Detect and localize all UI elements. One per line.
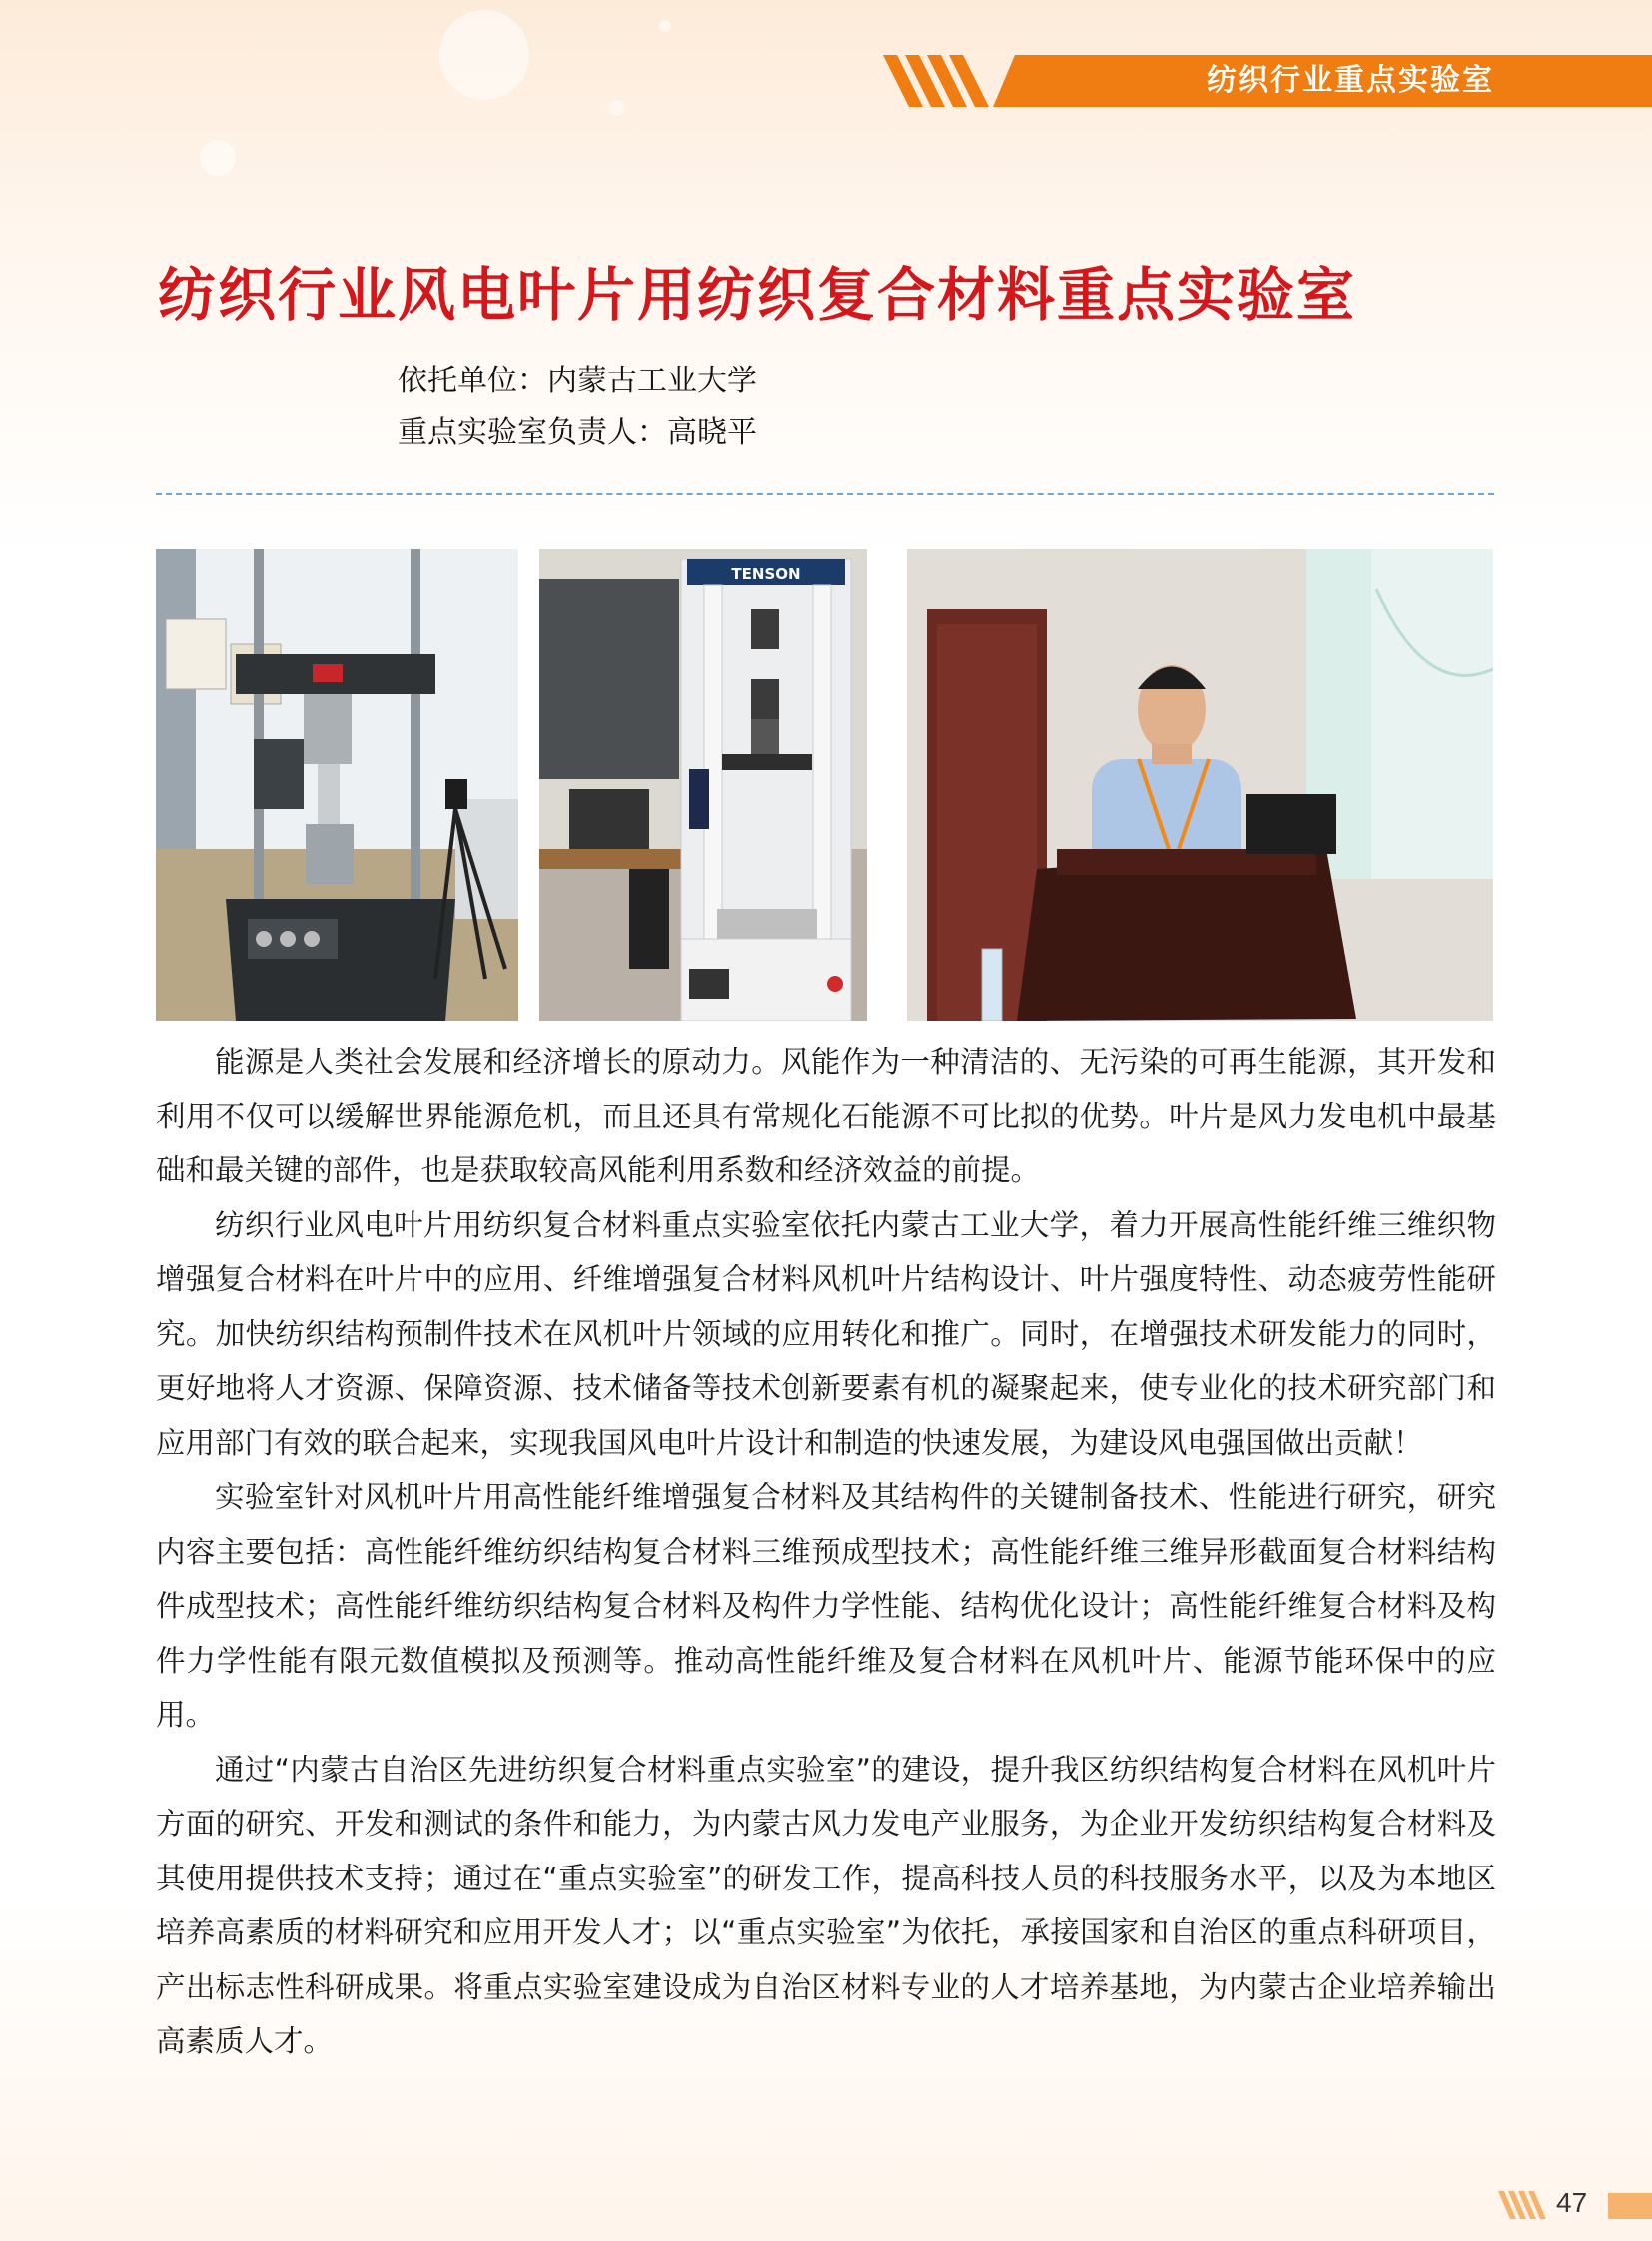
dashed-divider (156, 493, 1494, 495)
decorative-bubble (200, 140, 236, 176)
photo-tensile-testing-machine (539, 549, 867, 1021)
decorative-bubble (609, 100, 625, 116)
decorative-bubble (439, 10, 529, 100)
stripes-decoration (883, 55, 1013, 107)
affiliation: 依托单位：内蒙古工业大学 (398, 364, 757, 398)
lab-director: 重点实验室负责人：高晓平 (398, 415, 757, 450)
article-title: 纺织行业风电叶片用纺织复合材料重点实验室 (158, 261, 1357, 329)
footer-stripes-decoration (1498, 2191, 1552, 2219)
article-paragraph: 实验室针对风机叶片用高性能纤维增强复合材料及其结构件的关键制备技术、性能进行研究，研究内容主要包括：高性能纤维纺织结构复合材料三维预成型技术；高性能纤维三维异形截面复合材料结构件成型技术；高性能纤维纺织结构复合材料及构件力学性能、结构优化设计；高性能纤维复合材料及构件力学性能有限元数值模拟及预测等。推动高性能纤维及复合材料在风机叶片、能源节能环保中的应用。 (156, 1480, 1496, 1732)
brand-label: TENSON (731, 565, 801, 583)
photo-lab-director-presenting (907, 549, 1493, 1021)
article-body (156, 1035, 1496, 2069)
section-banner (883, 55, 1652, 107)
photo-fatigue-testing-machine (156, 549, 518, 1021)
footer-bar (1608, 2193, 1652, 2219)
article-paragraph: 通过“内蒙古自治区先进纺织复合材料重点实验室”的建设，提升我区纺织结构复合材料在风机叶片方面的研究、开发和测试的条件和能力，为内蒙古风力发电产业服务，为企业开发纺织结构复合材料及其使用提供技术支持；通过在“重点实验室”的研发工作，提高科技人员的科技服务水平，以及为本地区培养高素质的材料研究和应用开发人才；以“重点实验室”为依托，承接国家和自治区的重点科研项目，产出标志性科研成果。将重点实验室建设成为自治区材料专业的人才培养基地，为内蒙古企业培养输出高素质人才。 (156, 1752, 1496, 2058)
article-paragraph: 能源是人类社会发展和经济增长的原动力。风能作为一种清洁的、无污染的可再生能源，其开发和利用不仅可以缓解世界能源危机，而且还具有常规化石能源不可比拟的优势。叶片是风力发电机中最基础和最关键的部件，也是获取较高风能利用系数和经济效益的前提。 (156, 1045, 1496, 1187)
article-paragraph: 纺织行业风电叶片用纺织复合材料重点实验室依托内蒙古工业大学，着力开展高性能纤维三维织物增强复合材料在叶片中的应用、纤维增强复合材料风机叶片结构设计、叶片强度特性、动态疲劳性能研究。加快纺织结构预制件技术在风机叶片领域的应用转化和推广。同时，在增强技术研发能力的同时，更好地将人才资源、保障资源、技术储备等技术创新要素有机的凝聚起来，使专业化的技术研究部门和应用部门有效的联合起来，实现我国风电叶片设计和制造的快速发展，为建设风电强国做出贡献！ (156, 1207, 1496, 1460)
section-label: 纺织行业重点实验室 (1207, 63, 1494, 98)
decorative-bubble (659, 20, 671, 32)
page-number: 47 (1556, 2187, 1588, 2218)
